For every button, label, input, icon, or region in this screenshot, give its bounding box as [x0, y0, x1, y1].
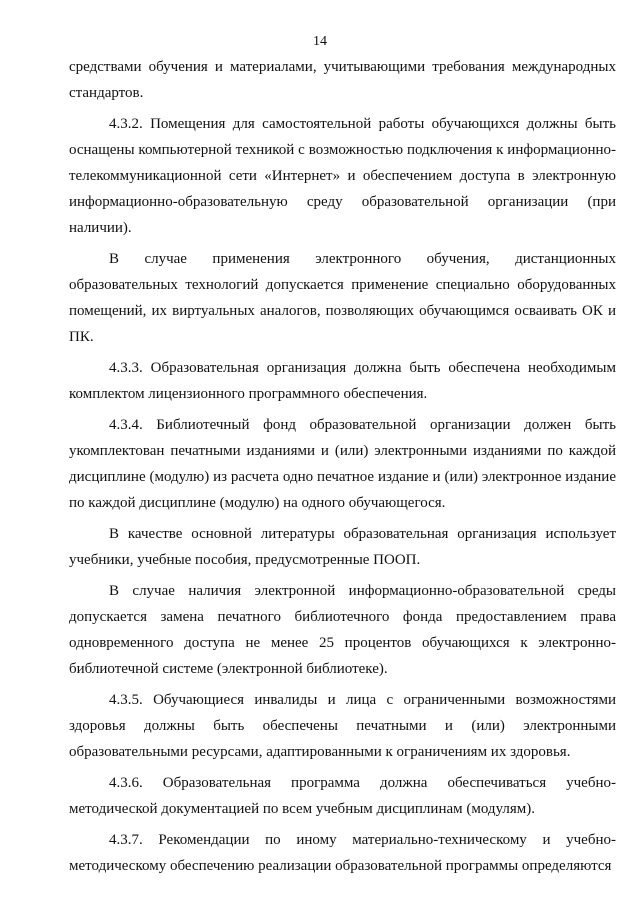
- paragraph-4-3-6: 4.3.6. Образовательная программа должна обеспечиваться учебно-методической документацией по всем учебным дисциплинам (модулям).: [69, 775, 616, 817]
- paragraph-4-3-7: 4.3.7. Рекомендации по иному материально-техническому и учебно-методическому обеспечению реализации образовательной программы определяются: [69, 832, 616, 874]
- paragraph-electronic-environment: В случае наличия электронной информационно-образовательной среды допускается замена печатного библиотечного фонда предоставлением права одновременного доступа не менее 25 процентов обучающихся к электронно-библиотечной системе (электронной библиотеке).: [69, 583, 616, 677]
- paragraph-main-literature: В качестве основной литературы образовательная организация использует учебники, учебные пособия, предусмотренные ПООП.: [69, 526, 616, 568]
- page-content: [69, 54, 616, 884]
- paragraph-4-3-2: 4.3.2. Помещения для самостоятельной работы обучающихся должны быть оснащены компьютерной техникой с возможностью подключения к информационно-телекоммуникационной сети «Интернет» и обеспечением доступа в электронную информационно-образовательную среду образовательной организации (при наличии).: [69, 116, 616, 236]
- paragraph-continuation: средствами обучения и материалами, учитывающими требования международных стандартов.: [69, 59, 616, 101]
- paragraph-4-3-4: 4.3.4. Библиотечный фонд образовательной организации должен быть укомплектован печатными изданиями и (или) электронными изданиями по каждой дисциплине (модулю) из расчета одно печатное издание и (или) электронное издание по каждой дисциплине (модулю) на одного обучающегося.: [69, 417, 616, 511]
- paragraph-4-3-5: 4.3.5. Обучающиеся инвалиды и лица с ограниченными возможностями здоровья должны быть обеспечены печатными и (или) электронными образовательными ресурсами, адаптированными к ограничениям их здоровья.: [69, 692, 616, 760]
- page-number: 14: [313, 34, 327, 49]
- paragraph-e-learning: В случае применения электронного обучения, дистанционных образовательных технологий допускается применение специально оборудованных помещений, их виртуальных аналогов, позволяющих обучающимся осваивать ОК и ПК.: [69, 251, 616, 345]
- paragraph-4-3-3: 4.3.3. Образовательная организация должна быть обеспечена необходимым комплектом лицензионного программного обеспечения.: [69, 360, 616, 402]
